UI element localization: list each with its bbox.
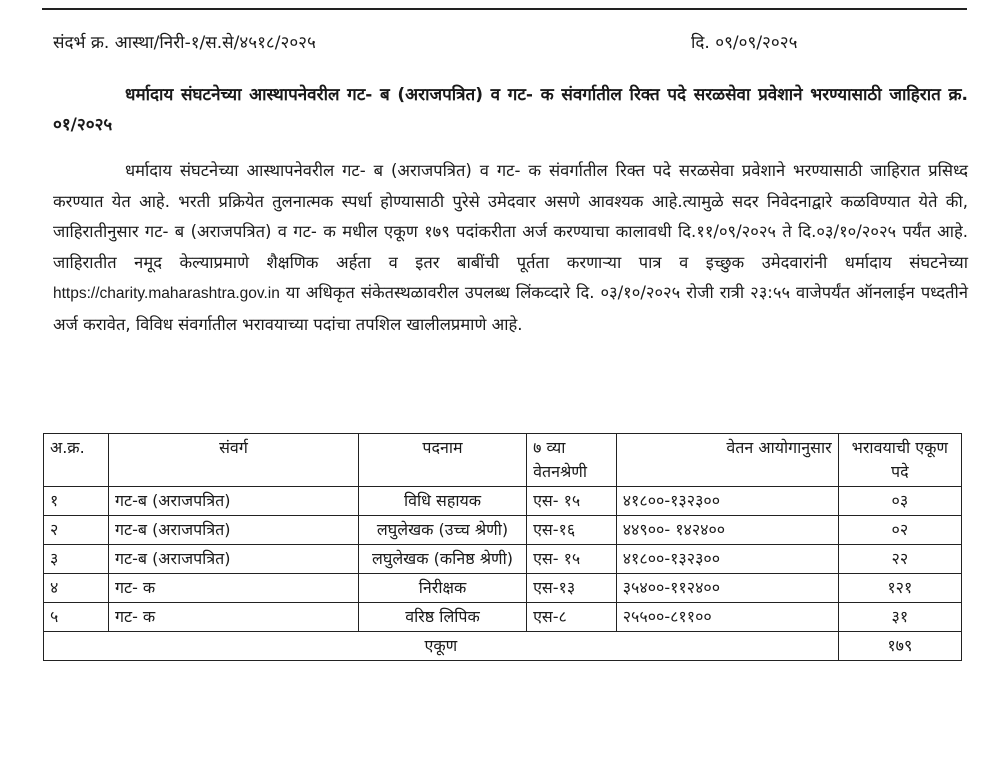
body-text-before-url: धर्मादाय संघटनेच्या आस्थापनेवरील गट- ब (अराजपत्रित) व गट- क संवर्गातील रिक्त पदे सरळसेवा प्रवेशाने भरण्यासाठी जाहिरात प्रसिध्द करण्यात येत आहे. भरती प्रक्रियेत तुलनात्मक स्पर्धा होण्यासाठी पुरेसे उमेदवार असणे आवश्यक आहे.त्यामुळे सदर निवेदनाद्वारे कळविण्यात येते की, जाहिरातीनुसार गट- ब (अराजपत्रित) व गट- क मधील एकूण १७९ पदांकरीता अर्ज करण्याचा कालावधी दि.११/०९/२०२५ ते दि.०३/१०/२०२५ पर्यंत आहे. जाहिरातीत नमूद केल्याप्रमाणे शैक्षणिक अर्हता व इतर बाबींची पूर्तता करणाऱ्या पात्र व इच्छुक उमेदवारांनी धर्मादाय संघटनेच्या — [53, 161, 968, 272]
row-vacancies: २२ — [838, 545, 961, 574]
header-cadre: संवर्ग — [109, 434, 359, 487]
header-pay-left: ७ व्या वेतनश्रेणी — [527, 434, 617, 487]
table-row — [44, 487, 962, 516]
row-vacancies: ३१ — [838, 603, 961, 632]
table-header-row — [44, 434, 962, 487]
row-sr: ४ — [44, 574, 109, 603]
row-sr: २ — [44, 516, 109, 545]
top-rule — [42, 8, 967, 10]
advertisement-heading: धर्मादाय संघटनेच्या आस्थापनेवरील गट- ब (अराजपत्रित) व गट- क संवर्गातील रिक्त पदे सरळसेवा प्रवेशाने भरण्यासाठी जाहिरात क्र. ०१/२०२५ — [53, 85, 968, 135]
reference-date: दि. ०९/०९/२०२५ — [691, 33, 798, 53]
row-scale: ४१८००-१३२३०० — [616, 487, 838, 516]
row-scale: ३५४००-११२४०० — [616, 574, 838, 603]
row-scale: २५५००-८११०० — [616, 603, 838, 632]
total-value: १७९ — [838, 632, 961, 661]
row-post: निरीक्षक — [358, 574, 526, 603]
total-label: एकूण — [44, 632, 839, 661]
row-vacancies: १२१ — [838, 574, 961, 603]
body-paragraph — [53, 156, 968, 340]
row-level: एस-८ — [527, 603, 617, 632]
body-text-after-url: या अधिकृत संकेतस्थळावरील उपलब्ध लिंकव्दारे दि. ०३/१०/२०२५ रोजी रात्री २३:५५ वाजेपर्यंत ऑनलाईन पध्दतीने अर्ज करावेत, विविध संवर्गातील भरावयाच्या पदांचा तपशिल खालीलप्रमाणे आहे. — [53, 283, 968, 334]
row-cadre: गट-ब (अराजपत्रित) — [109, 516, 359, 545]
row-post: लघुलेखक (कनिष्ठ श्रेणी) — [358, 545, 526, 574]
reference-line — [53, 30, 968, 56]
reference-number: संदर्भ क्र. आस्था/निरी-१/स.से/४५१८/२०२५ — [53, 33, 316, 53]
header-sr: अ.क्र. — [44, 434, 109, 487]
row-cadre: गट- क — [109, 603, 359, 632]
row-vacancies: ०३ — [838, 487, 961, 516]
row-sr: ५ — [44, 603, 109, 632]
row-cadre: गट- क — [109, 574, 359, 603]
row-level: एस- १५ — [527, 545, 617, 574]
row-post: विधि सहायक — [358, 487, 526, 516]
row-cadre: गट-ब (अराजपत्रित) — [109, 487, 359, 516]
vacancy-table — [43, 433, 962, 661]
row-post: लघुलेखक (उच्च श्रेणी) — [358, 516, 526, 545]
row-cadre: गट-ब (अराजपत्रित) — [109, 545, 359, 574]
table-row — [44, 603, 962, 632]
table-row — [44, 545, 962, 574]
table-total-row — [44, 632, 962, 661]
header-pay-right: वेतन आयोगानुसार — [616, 434, 838, 487]
table-row — [44, 516, 962, 545]
table-row — [44, 574, 962, 603]
row-level: एस-१६ — [527, 516, 617, 545]
row-vacancies: ०२ — [838, 516, 961, 545]
row-sr: ३ — [44, 545, 109, 574]
header-vacancies: भरावयाची एकूण पदे — [838, 434, 961, 487]
website-link[interactable]: https://charity.maharashtra.gov.in — [53, 285, 280, 302]
row-level: एस- १५ — [527, 487, 617, 516]
row-post: वरिष्ठ लिपिक — [358, 603, 526, 632]
row-scale: ४१८००-१३२३०० — [616, 545, 838, 574]
row-level: एस-१३ — [527, 574, 617, 603]
row-sr: १ — [44, 487, 109, 516]
header-post: पदनाम — [358, 434, 526, 487]
row-scale: ४४९००- १४२४०० — [616, 516, 838, 545]
